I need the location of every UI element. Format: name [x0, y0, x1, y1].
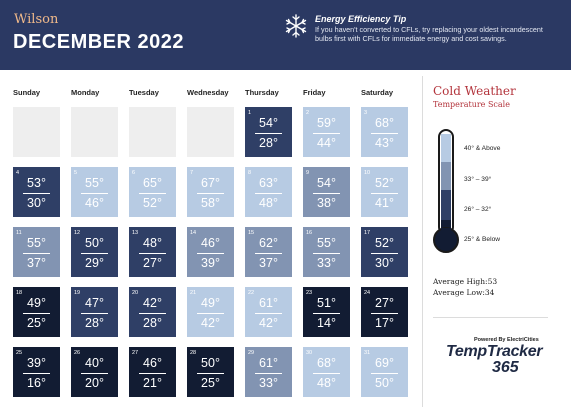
weekday-sunday: Sunday	[13, 88, 41, 97]
day-cell	[361, 227, 408, 277]
weekday-saturday: Saturday	[361, 88, 394, 97]
temp-divider	[255, 133, 282, 134]
low-temp: 43°	[375, 136, 394, 150]
low-temp: 16°	[27, 376, 46, 390]
legend-item-above-40: 40° & Above	[464, 145, 501, 152]
sidebar-divider	[422, 76, 423, 407]
day-cell	[245, 287, 292, 337]
day-number: 26	[74, 350, 81, 356]
day-cell	[71, 347, 118, 397]
day-cell	[187, 287, 234, 337]
high-temp: 67°	[201, 176, 220, 190]
day-cell	[187, 167, 234, 217]
tip-text: If you haven't converted to CFLs, try replacing your oldest incandescent bulbs first with CFLs for immediate energy and cost savings.	[315, 25, 543, 43]
weekday-wednesday: Wednesday	[187, 88, 229, 97]
low-temp: 46°	[85, 196, 104, 210]
month-title: DECEMBER 2022	[13, 31, 185, 53]
temp-divider	[371, 193, 398, 194]
day-number: 29	[248, 350, 255, 356]
temp-divider	[197, 193, 224, 194]
legend-item-below-25: 25° & Below	[464, 236, 500, 243]
day-cell	[129, 287, 176, 337]
day-number: 19	[74, 290, 81, 296]
day-cell	[13, 167, 60, 217]
empty-day-cell	[13, 107, 60, 157]
day-number: 3	[364, 110, 368, 116]
high-temp: 68°	[317, 356, 336, 370]
temp-divider	[23, 373, 50, 374]
high-temp: 55°	[85, 176, 104, 190]
day-number: 20	[132, 290, 139, 296]
day-cell	[303, 167, 350, 217]
day-cell	[245, 167, 292, 217]
legend-item-26-32: 26° – 32°	[464, 206, 492, 213]
high-temp: 42°	[143, 296, 162, 310]
day-cell	[187, 347, 234, 397]
day-number: 4	[16, 170, 20, 176]
legend-title: Cold Weather	[433, 84, 516, 98]
low-temp: 48°	[259, 196, 278, 210]
day-number: 14	[190, 230, 197, 236]
high-temp: 27°	[375, 296, 394, 310]
day-cell	[71, 167, 118, 217]
high-temp: 55°	[27, 236, 46, 250]
high-temp: 65°	[143, 176, 162, 190]
day-number: 11	[16, 230, 22, 236]
day-cell	[303, 347, 350, 397]
day-cell	[245, 347, 292, 397]
empty-day-cell	[187, 107, 234, 157]
day-cell	[187, 227, 234, 277]
low-temp: 48°	[317, 376, 336, 390]
high-temp: 49°	[201, 296, 220, 310]
day-number: 21	[190, 290, 197, 296]
high-temp: 54°	[259, 116, 278, 130]
high-temp: 68°	[375, 116, 394, 130]
low-temp: 28°	[143, 316, 162, 330]
high-temp: 52°	[375, 236, 394, 250]
day-number: 15	[248, 230, 255, 236]
day-cell	[361, 287, 408, 337]
weekday-thursday: Thursday	[245, 88, 279, 97]
low-temp: 39°	[201, 256, 220, 270]
high-temp: 61°	[259, 296, 278, 310]
brand-separator	[433, 317, 548, 318]
low-temp: 42°	[201, 316, 220, 330]
day-number: 13	[132, 230, 139, 236]
temp-divider	[197, 313, 224, 314]
high-temp: 53°	[27, 176, 46, 190]
day-number: 18	[16, 290, 23, 296]
low-temp: 20°	[85, 376, 104, 390]
temp-divider	[139, 373, 166, 374]
legend-subtitle: Temperature Scale	[433, 100, 510, 109]
low-temp: 28°	[85, 316, 104, 330]
temp-divider	[81, 373, 108, 374]
empty-day-cell	[129, 107, 176, 157]
day-number: 30	[306, 350, 313, 356]
low-temp: 27°	[143, 256, 162, 270]
high-temp: 46°	[201, 236, 220, 250]
day-cell	[361, 167, 408, 217]
day-number: 17	[364, 230, 371, 236]
day-cell	[13, 287, 60, 337]
high-temp: 50°	[201, 356, 220, 370]
temp-divider	[255, 253, 282, 254]
low-temp: 29°	[85, 256, 104, 270]
day-number: 31	[364, 350, 371, 356]
temp-divider	[371, 373, 398, 374]
low-temp: 38°	[317, 196, 336, 210]
low-temp: 44°	[317, 136, 336, 150]
temp-divider	[139, 313, 166, 314]
day-number: 8	[248, 170, 252, 176]
high-temp: 63°	[259, 176, 278, 190]
low-temp: 17°	[375, 316, 394, 330]
temp-divider	[255, 373, 282, 374]
average-low: Average Low:34	[433, 288, 495, 297]
low-temp: 25°	[27, 316, 46, 330]
day-number: 6	[132, 170, 136, 176]
temp-divider	[81, 253, 108, 254]
legend-item-33-39: 33° – 39°	[464, 176, 492, 183]
low-temp: 58°	[201, 196, 220, 210]
temp-divider	[313, 193, 340, 194]
high-temp: 39°	[27, 356, 46, 370]
average-high: Average High:53	[433, 277, 498, 286]
day-number: 16	[306, 230, 313, 236]
temptracker-logo: TempTracker	[446, 343, 543, 360]
day-cell	[245, 107, 292, 157]
low-temp: 14°	[317, 316, 336, 330]
day-cell	[129, 347, 176, 397]
temp-divider	[139, 253, 166, 254]
day-cell	[245, 227, 292, 277]
high-temp: 52°	[375, 176, 394, 190]
high-temp: 49°	[27, 296, 46, 310]
temp-divider	[313, 373, 340, 374]
low-temp: 37°	[27, 256, 46, 270]
day-number: 2	[306, 110, 310, 116]
low-temp: 21°	[143, 376, 162, 390]
snowflake-icon	[283, 13, 309, 39]
temp-divider	[197, 253, 224, 254]
temp-divider	[313, 253, 340, 254]
city-name: Wilson	[14, 12, 59, 27]
high-temp: 55°	[317, 236, 336, 250]
low-temp: 37°	[259, 256, 278, 270]
day-number: 23	[306, 290, 313, 296]
low-temp: 33°	[317, 256, 336, 270]
high-temp: 54°	[317, 176, 336, 190]
day-number: 24	[364, 290, 371, 296]
temp-divider	[139, 193, 166, 194]
high-temp: 59°	[317, 116, 336, 130]
low-temp: 33°	[259, 376, 278, 390]
day-cell	[129, 227, 176, 277]
day-number: 5	[74, 170, 78, 176]
temp-divider	[371, 133, 398, 134]
day-number: 25	[16, 350, 23, 356]
weekday-tuesday: Tuesday	[129, 88, 159, 97]
temp-divider	[23, 253, 50, 254]
temp-divider	[255, 313, 282, 314]
low-temp: 42°	[259, 316, 278, 330]
day-cell	[303, 227, 350, 277]
day-cell	[361, 347, 408, 397]
day-cell	[303, 287, 350, 337]
temp-divider	[313, 313, 340, 314]
low-temp: 30°	[27, 196, 46, 210]
high-temp: 40°	[85, 356, 104, 370]
day-cell	[129, 167, 176, 217]
temp-divider	[81, 313, 108, 314]
weekday-monday: Monday	[71, 88, 100, 97]
temp-divider	[197, 373, 224, 374]
thermometer-icon	[427, 126, 463, 260]
low-temp: 52°	[143, 196, 162, 210]
day-cell	[13, 347, 60, 397]
temp-divider	[371, 253, 398, 254]
temp-divider	[23, 313, 50, 314]
low-temp: 50°	[375, 376, 394, 390]
low-temp: 25°	[201, 376, 220, 390]
header-banner	[0, 0, 571, 70]
high-temp: 69°	[375, 356, 394, 370]
day-cell	[361, 107, 408, 157]
tip-title: Energy Efficiency Tip	[315, 14, 407, 24]
weekday-friday: Friday	[303, 88, 326, 97]
temp-divider	[255, 193, 282, 194]
high-temp: 46°	[143, 356, 162, 370]
day-cell	[303, 107, 350, 157]
high-temp: 50°	[85, 236, 104, 250]
low-temp: 28°	[259, 136, 278, 150]
high-temp: 48°	[143, 236, 162, 250]
temp-divider	[371, 313, 398, 314]
high-temp: 62°	[259, 236, 278, 250]
day-cell	[13, 227, 60, 277]
day-number: 27	[132, 350, 139, 356]
temp-divider	[23, 193, 50, 194]
empty-day-cell	[71, 107, 118, 157]
day-number: 28	[190, 350, 197, 356]
high-temp: 51°	[317, 296, 336, 310]
temp-divider	[81, 193, 108, 194]
low-temp: 41°	[375, 196, 394, 210]
temp-divider	[313, 133, 340, 134]
high-temp: 47°	[85, 296, 104, 310]
day-number: 1	[248, 110, 252, 116]
day-cell	[71, 287, 118, 337]
day-number: 10	[364, 170, 371, 176]
day-number: 7	[190, 170, 194, 176]
temptracker-logo-365: 365	[492, 359, 519, 376]
day-cell	[71, 227, 118, 277]
low-temp: 30°	[375, 256, 394, 270]
powered-by-text: Powered By ElectriCities	[474, 337, 539, 343]
day-number: 22	[248, 290, 255, 296]
day-number: 12	[74, 230, 81, 236]
day-number: 9	[306, 170, 310, 176]
high-temp: 61°	[259, 356, 278, 370]
